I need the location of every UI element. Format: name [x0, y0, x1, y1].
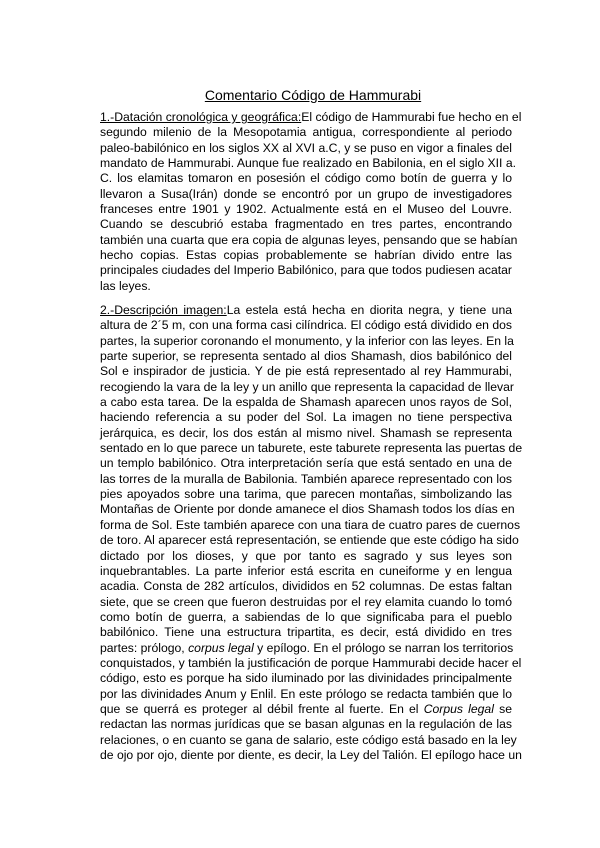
text-line — [100, 279, 512, 294]
text-run: de toro. Al aparecer está representación, se entiende que este código ha sido — [100, 533, 519, 548]
text-line — [100, 380, 512, 395]
text-line — [100, 472, 512, 487]
paragraph-image-description — [100, 303, 523, 763]
text-line — [100, 687, 512, 702]
text-line — [100, 125, 512, 140]
text-run: mandato de Hammurabi. Aunque fue realizado en Babilonia, en el siglo XII a. — [100, 156, 516, 171]
text-line — [100, 671, 512, 686]
text-line — [100, 564, 512, 579]
text-run: forma de Sol. Este también aparece con una tiara de cuatro pares de cuernos — [100, 517, 521, 532]
text-run: las torres de la muralla de Babilonia. También aparece representado con los — [100, 471, 512, 486]
text-run: recogiendo la vara de la ley y un anillo que representa la capacidad de llevar — [100, 379, 514, 394]
text-line — [100, 595, 512, 610]
text-line — [100, 395, 512, 410]
text-run: La estela está hecha en diorita negra, y tiene una — [226, 303, 512, 317]
text-line — [100, 702, 512, 717]
italic-term: Corpus legal — [423, 701, 494, 716]
text-run: paleo-babilónico en los siglos XX al XVI a.C, y se puso en vigor a finales del — [100, 140, 512, 155]
text-run: haciendo referencia a su poder del Sol. La imagen no tiene perspectiva — [100, 410, 512, 425]
text-line — [100, 579, 512, 594]
text-line — [100, 318, 512, 333]
text-line — [100, 171, 512, 186]
text-run: sentado en lo que parece un taburete, este taburete representa las puertas de — [100, 441, 523, 456]
text-run: pies apoyados sobre una tarima, que parecen montañas, simbolizando las — [100, 487, 512, 502]
text-line — [100, 187, 512, 202]
text-run: a cabo esta tarea. De la espalda de Shamash aparecen unos rayos de Sol, — [100, 395, 512, 410]
text-run: hecho copias. Estas copias probablemente se habrían divido entre las — [100, 248, 512, 263]
text-run: que se querrá es proteger al débil frente al fuerte. En el — [100, 701, 424, 716]
text-run: código, esto es porque ha sido iluminado por las divinidades principalmente — [100, 671, 512, 686]
text-run: relaciones, o en cuanto se gana de salario, este código está basado en la ley — [100, 732, 517, 747]
paragraph-dating — [100, 110, 522, 294]
text-line — [100, 410, 512, 425]
text-run: altura de 2´5 m, con una forma casi cilíndrica. El código está dividido en dos — [100, 318, 512, 333]
text-run: segundo milenio de la Mesopotamia antigua, correspondiente al periodo — [100, 125, 512, 140]
text-run: y epílogo. En el prólogo se narran los territorios — [253, 640, 514, 655]
text-run: principales ciudades del Imperio Babilónico, para que todos pudiesen acatar — [100, 263, 512, 278]
text-run: babilónico. Tiene una estructura tripartita, es decir, está dividido en tres — [100, 625, 512, 640]
text-line — [100, 549, 512, 564]
text-run: también una cuarta que era copia de algunas leyes, pensando que se habían — [100, 232, 518, 247]
text-line — [100, 232, 518, 248]
text-line — [100, 156, 516, 171]
text-run: de ojo por ojo, diente por diente, es decir, la Ley del Talión. El epílogo hace un — [100, 747, 522, 762]
text-run: inquebrantables. La parte inferior está escrita en cuneiforme y en lengua — [100, 563, 512, 578]
text-run: Sol e inspirador de justicia. Y de pie está representado al rey Hammurabi, — [100, 364, 512, 379]
text-line — [100, 349, 512, 364]
text-line — [100, 625, 512, 640]
text-line — [100, 655, 522, 671]
text-run: dictado por los dioses, y que por tanto es sagrado y sus leyes son — [100, 548, 512, 563]
text-run: Montañas de Oriente por donde amanece el dios Shamash todos los días en — [100, 502, 515, 517]
document-title: Comentario Código de Hammurabi — [204, 87, 422, 103]
text-run: se — [493, 701, 512, 716]
italic-term: corpus legal — [188, 640, 254, 655]
text-run: llevaron a Susa(Irán) donde se encontró por un grupo de investigadores — [100, 186, 512, 201]
text-run: las leyes. — [100, 278, 151, 293]
text-line — [100, 717, 512, 732]
text-run: partes, la superior coronando el monumento, y la inferior con las leyes. En la — [100, 333, 514, 348]
text-line — [100, 426, 512, 441]
text-line — [100, 110, 522, 125]
text-line — [100, 141, 512, 156]
text-run: como botín de guerra, a sabiendas de lo que significaba para el pueblo — [100, 609, 512, 624]
text-run: un templo babilónico. Otra interpretación sería que está sentado en una de — [100, 456, 512, 471]
section-heading: 1.-Datación cronológica y geográfica: — [100, 110, 302, 124]
text-run: C. los elamitas tomaron en posesión el código como botín de guerra y lo — [100, 171, 512, 186]
text-run: partes: prólogo, — [100, 640, 189, 655]
text-run: Cuando se descubrió estaba fragmentado en tres partes, encontrando — [100, 217, 512, 232]
text-line — [100, 364, 512, 379]
text-run: por las divinidades Anum y Enlil. En este prólogo se redacta también que lo — [100, 686, 512, 701]
text-run: redactan las normas jurídicas que se basan algunas en la regulación de las — [100, 717, 512, 732]
text-run: parte superior, se representa sentado al dios Shamash, dios babilónico del — [100, 349, 512, 364]
text-line — [100, 502, 515, 517]
text-line — [100, 248, 512, 263]
text-line — [100, 263, 512, 278]
text-line — [100, 517, 521, 533]
text-line — [100, 202, 512, 217]
text-line — [100, 456, 512, 471]
text-run: franceses entre 1901 y 1902. Actualmente está en el Museo del Louvre. — [100, 202, 512, 217]
text-run: jerárquica, es decir, los dos están al mismo nivel. Shamash se representa — [100, 425, 512, 440]
text-line — [100, 303, 512, 318]
text-run: acadia. Consta de 282 artículos, divididos en 52 columnas. De estas faltan — [100, 579, 512, 594]
text-line — [100, 487, 512, 502]
text-run: El código de Hammurabi fue hecho en el — [301, 110, 522, 124]
text-line — [100, 747, 522, 763]
text-line — [100, 217, 512, 232]
text-line — [100, 641, 512, 656]
text-line — [100, 441, 523, 456]
text-line — [100, 732, 517, 748]
section-heading: 2.-Descripción imagen: — [100, 303, 227, 317]
text-run: conquistados, y también la justificación de porque Hammurabi decide hacer el — [100, 655, 522, 670]
text-line — [100, 533, 519, 548]
text-line — [100, 610, 512, 625]
text-run: siete, que se creen que fueron destruidas por el rey elamita cuando lo tomó — [100, 594, 512, 609]
text-line — [100, 334, 512, 349]
